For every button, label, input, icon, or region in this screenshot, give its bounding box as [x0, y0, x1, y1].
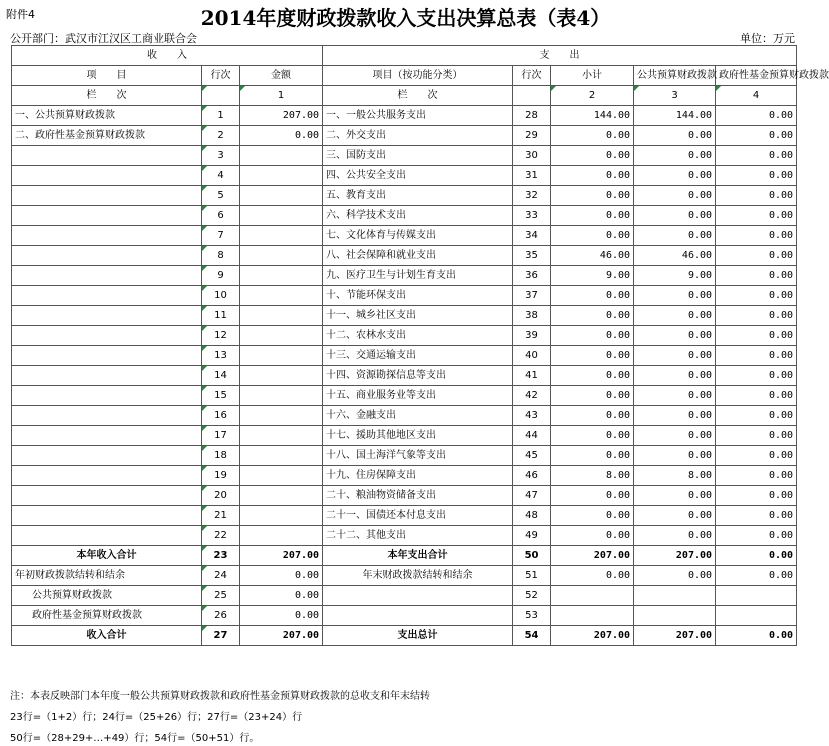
- income-amount: 207.00: [240, 106, 323, 126]
- expense-public-budget: 0.00: [634, 166, 716, 186]
- expense-row-no: 30: [513, 146, 551, 166]
- col-amount: 金额: [240, 66, 323, 86]
- expense-public-budget: 0.00: [634, 506, 716, 526]
- table-row: [12, 586, 797, 606]
- expense-subtotal: 0.00: [551, 326, 634, 346]
- expense-subtotal: 144.00: [551, 106, 634, 126]
- income-item: [12, 266, 202, 286]
- expense-gov-fund: 0.00: [716, 626, 797, 646]
- expense-row-no: 38: [513, 306, 551, 326]
- expense-row-no: 46: [513, 466, 551, 486]
- table-row: [12, 246, 797, 266]
- expense-public-budget: 0.00: [634, 366, 716, 386]
- expense-public-budget: 0.00: [634, 526, 716, 546]
- table-row: [12, 166, 797, 186]
- income-item: [12, 426, 202, 446]
- department-label: 公开部门：武汉市江汉区工商业联合会: [10, 32, 197, 45]
- expense-public-budget: 0.00: [634, 306, 716, 326]
- table-row: [12, 226, 797, 246]
- budget-table: [11, 45, 829, 646]
- col-label-blank: [202, 86, 240, 106]
- income-row-no: 20: [202, 486, 240, 506]
- expense-item: 十二、农林水支出: [323, 326, 513, 346]
- expense-item: 十五、商业服务业等支出: [323, 386, 513, 406]
- expense-subtotal: 0.00: [551, 426, 634, 446]
- expense-subtotal: 0.00: [551, 306, 634, 326]
- income-row-no: 24: [202, 566, 240, 586]
- expense-item: 十六、金融支出: [323, 406, 513, 426]
- table-row: [12, 606, 797, 626]
- expense-group-header: 支 出: [323, 46, 797, 66]
- income-row-no: 11: [202, 306, 240, 326]
- col-item-func: 项目（按功能分类）: [323, 66, 513, 86]
- expense-item: 十四、资源勘探信息等支出: [323, 366, 513, 386]
- expense-item: 三、国防支出: [323, 146, 513, 166]
- col-row-no-2: 行次: [513, 66, 551, 86]
- income-row-no: 16: [202, 406, 240, 426]
- income-item: [12, 406, 202, 426]
- expense-gov-fund: 0.00: [716, 126, 797, 146]
- expense-public-budget: 0.00: [634, 446, 716, 466]
- income-amount: 0.00: [240, 566, 323, 586]
- income-item: 政府性基金预算财政拨款: [12, 606, 202, 626]
- unit-label: 单位：万元: [740, 32, 795, 45]
- income-item: [12, 366, 202, 386]
- income-amount: [240, 386, 323, 406]
- income-item: [12, 386, 202, 406]
- income-row-no: 15: [202, 386, 240, 406]
- expense-subtotal: [551, 586, 634, 606]
- expense-gov-fund: 0.00: [716, 286, 797, 306]
- income-row-no: 4: [202, 166, 240, 186]
- income-item: 一、公共预算财政拨款: [12, 106, 202, 126]
- income-amount: [240, 486, 323, 506]
- income-amount: [240, 206, 323, 226]
- expense-gov-fund: 0.00: [716, 426, 797, 446]
- income-row-no: 25: [202, 586, 240, 606]
- income-item: [12, 466, 202, 486]
- expense-public-budget: 0.00: [634, 126, 716, 146]
- table-row: [12, 406, 797, 426]
- income-item: [12, 206, 202, 226]
- table-row: [12, 326, 797, 346]
- table-row: [12, 466, 797, 486]
- table-row: [12, 566, 797, 586]
- expense-subtotal: [551, 606, 634, 626]
- income-item: [12, 486, 202, 506]
- income-item: [12, 286, 202, 306]
- col-label-blank-2: [513, 86, 551, 106]
- income-row-no: 10: [202, 286, 240, 306]
- income-row-no: 2: [202, 126, 240, 146]
- expense-subtotal: 0.00: [551, 186, 634, 206]
- expense-row-no: 29: [513, 126, 551, 146]
- expense-subtotal: 46.00: [551, 246, 634, 266]
- expense-gov-fund: 0.00: [716, 386, 797, 406]
- expense-subtotal: 0.00: [551, 166, 634, 186]
- expense-item: 六、科学技术支出: [323, 206, 513, 226]
- expense-item: 二十、粮油物资储备支出: [323, 486, 513, 506]
- expense-public-budget: 0.00: [634, 346, 716, 366]
- expense-public-budget: 0.00: [634, 186, 716, 206]
- expense-row-no: 45: [513, 446, 551, 466]
- expense-gov-fund: 0.00: [716, 246, 797, 266]
- expense-public-budget: 0.00: [634, 146, 716, 166]
- expense-item: 十一、城乡社区支出: [323, 306, 513, 326]
- income-amount: [240, 166, 323, 186]
- income-item: [12, 506, 202, 526]
- expense-subtotal: 0.00: [551, 126, 634, 146]
- expense-subtotal: 0.00: [551, 526, 634, 546]
- income-row-no: 12: [202, 326, 240, 346]
- income-item: [12, 306, 202, 326]
- expense-row-no: 31: [513, 166, 551, 186]
- income-row-no: 7: [202, 226, 240, 246]
- expense-item: 九、医疗卫生与计划生育支出: [323, 266, 513, 286]
- income-amount: [240, 306, 323, 326]
- table-row: [12, 106, 797, 126]
- expense-public-budget: 0.00: [634, 326, 716, 346]
- income-item: [12, 326, 202, 346]
- expense-row-no: 44: [513, 426, 551, 446]
- income-amount: [240, 406, 323, 426]
- expense-gov-fund: 0.00: [716, 566, 797, 586]
- table-row: [12, 306, 797, 326]
- income-row-no: 5: [202, 186, 240, 206]
- expense-gov-fund: 0.00: [716, 486, 797, 506]
- expense-gov-fund: 0.00: [716, 366, 797, 386]
- expense-row-no: 32: [513, 186, 551, 206]
- expense-item: 十七、援助其他地区支出: [323, 426, 513, 446]
- income-row-no: 21: [202, 506, 240, 526]
- expense-gov-fund: 0.00: [716, 406, 797, 426]
- col-label: 栏 次: [12, 86, 202, 106]
- expense-row-no: 51: [513, 566, 551, 586]
- income-row-no: 19: [202, 466, 240, 486]
- note-line-1: 注：本表反映部门本年度一般公共预算财政拨款和政府性基金预算财政拨款的总收支和年末结转: [10, 691, 430, 702]
- expense-gov-fund: 0.00: [716, 206, 797, 226]
- expense-public-budget: [634, 586, 716, 606]
- expense-row-no: 37: [513, 286, 551, 306]
- expense-public-budget: 9.00: [634, 266, 716, 286]
- col-row-no: 行次: [202, 66, 240, 86]
- income-amount: [240, 286, 323, 306]
- table-row: [12, 206, 797, 226]
- expense-public-budget: 0.00: [634, 426, 716, 446]
- expense-gov-fund: [716, 586, 797, 606]
- expense-item: 年末财政拨款结转和结余: [323, 566, 513, 586]
- table-row: [12, 346, 797, 366]
- expense-item: 七、文化体育与传媒支出: [323, 226, 513, 246]
- group-header-row: [12, 46, 797, 66]
- expense-gov-fund: 0.00: [716, 306, 797, 326]
- expense-public-budget: 0.00: [634, 486, 716, 506]
- expense-gov-fund: 0.00: [716, 526, 797, 546]
- income-amount: 0.00: [240, 606, 323, 626]
- expense-item: 五、教育支出: [323, 186, 513, 206]
- expense-subtotal: 0.00: [551, 386, 634, 406]
- income-item: 公共预算财政拨款: [12, 586, 202, 606]
- expense-subtotal: 0.00: [551, 346, 634, 366]
- attachment-label: 附件4: [6, 8, 35, 21]
- expense-gov-fund: [716, 606, 797, 626]
- expense-row-no: 54: [513, 626, 551, 646]
- expense-item: 四、公共安全支出: [323, 166, 513, 186]
- col-number-3: 3: [634, 86, 716, 106]
- expense-row-no: 40: [513, 346, 551, 366]
- income-amount: [240, 466, 323, 486]
- expense-subtotal: 0.00: [551, 506, 634, 526]
- expense-row-no: 35: [513, 246, 551, 266]
- income-item: [12, 346, 202, 366]
- expense-subtotal: 0.00: [551, 206, 634, 226]
- expense-public-budget: 8.00: [634, 466, 716, 486]
- col-subtotal: 小计: [551, 66, 634, 86]
- expense-row-no: 49: [513, 526, 551, 546]
- column-number-row: [12, 86, 797, 106]
- expense-row-no: 52: [513, 586, 551, 606]
- expense-item: 二十一、国债还本付息支出: [323, 506, 513, 526]
- expense-row-no: 42: [513, 386, 551, 406]
- income-amount: 0.00: [240, 586, 323, 606]
- table-row: [12, 446, 797, 466]
- income-amount: [240, 446, 323, 466]
- income-row-no: 14: [202, 366, 240, 386]
- expense-public-budget: 0.00: [634, 566, 716, 586]
- table-row: [12, 186, 797, 206]
- expense-public-budget: 0.00: [634, 386, 716, 406]
- income-amount: [240, 426, 323, 446]
- income-row-no: 3: [202, 146, 240, 166]
- income-amount: [240, 226, 323, 246]
- column-header-row: [12, 66, 797, 86]
- expense-subtotal: 0.00: [551, 366, 634, 386]
- income-item: [12, 166, 202, 186]
- expense-gov-fund: 0.00: [716, 226, 797, 246]
- page-title: 2014年度财政拨款收入支出决算总表（表4）: [200, 6, 611, 30]
- expense-gov-fund: 0.00: [716, 166, 797, 186]
- expense-item: [323, 586, 513, 606]
- table-row: [12, 146, 797, 166]
- expense-subtotal: 0.00: [551, 406, 634, 426]
- income-amount: [240, 186, 323, 206]
- expense-gov-fund: 0.00: [716, 446, 797, 466]
- col-gov-fund: 政府性基金预算财政拨款: [716, 66, 797, 86]
- expense-row-no: 50: [513, 546, 551, 566]
- table-row: [12, 546, 797, 566]
- expense-item: 支出总计: [323, 626, 513, 646]
- income-amount: [240, 146, 323, 166]
- expense-subtotal: 0.00: [551, 446, 634, 466]
- income-item: [12, 446, 202, 466]
- income-group-header: 收 入: [12, 46, 323, 66]
- expense-subtotal: 207.00: [551, 626, 634, 646]
- income-amount: [240, 346, 323, 366]
- income-item: 二、政府性基金预算财政拨款: [12, 126, 202, 146]
- expense-public-budget: 0.00: [634, 286, 716, 306]
- expense-public-budget: 207.00: [634, 626, 716, 646]
- income-item: [12, 246, 202, 266]
- expense-subtotal: 0.00: [551, 486, 634, 506]
- table-row: [12, 526, 797, 546]
- expense-public-budget: 0.00: [634, 206, 716, 226]
- expense-subtotal: 207.00: [551, 546, 634, 566]
- expense-item: 十九、住房保障支出: [323, 466, 513, 486]
- expense-gov-fund: 0.00: [716, 106, 797, 126]
- note-line-3: 50行=（28+29+…+49）行；54行=（50+51）行。: [10, 733, 260, 744]
- income-row-no: 8: [202, 246, 240, 266]
- expense-item: [323, 606, 513, 626]
- expense-public-budget: 0.00: [634, 226, 716, 246]
- expense-item: 十、节能环保支出: [323, 286, 513, 306]
- expense-subtotal: 8.00: [551, 466, 634, 486]
- income-row-no: 26: [202, 606, 240, 626]
- expense-gov-fund: 0.00: [716, 326, 797, 346]
- income-amount: [240, 266, 323, 286]
- table-row: [12, 286, 797, 306]
- income-amount: 207.00: [240, 626, 323, 646]
- expense-gov-fund: 0.00: [716, 506, 797, 526]
- col-label-2: 栏 次: [323, 86, 513, 106]
- expense-item: 本年支出合计: [323, 546, 513, 566]
- expense-item: 十三、交通运输支出: [323, 346, 513, 366]
- col-number-1: 1: [240, 86, 323, 106]
- income-row-no: 27: [202, 626, 240, 646]
- expense-gov-fund: 0.00: [716, 546, 797, 566]
- income-item: 年初财政拨款结转和结余: [12, 566, 202, 586]
- expense-gov-fund: 0.00: [716, 146, 797, 166]
- income-row-no: 9: [202, 266, 240, 286]
- income-row-no: 23: [202, 546, 240, 566]
- income-row-no: 13: [202, 346, 240, 366]
- income-row-no: 1: [202, 106, 240, 126]
- expense-subtotal: 0.00: [551, 566, 634, 586]
- expense-public-budget: 46.00: [634, 246, 716, 266]
- income-row-no: 6: [202, 206, 240, 226]
- expense-row-no: 53: [513, 606, 551, 626]
- income-amount: [240, 366, 323, 386]
- income-row-no: 18: [202, 446, 240, 466]
- col-item: 项 目: [12, 66, 202, 86]
- expense-row-no: 36: [513, 266, 551, 286]
- expense-row-no: 33: [513, 206, 551, 226]
- expense-public-budget: 207.00: [634, 546, 716, 566]
- income-item: [12, 146, 202, 166]
- table-row: [12, 366, 797, 386]
- expense-row-no: 48: [513, 506, 551, 526]
- expense-item: 八、社会保障和就业支出: [323, 246, 513, 266]
- table-row: [12, 426, 797, 446]
- expense-gov-fund: 0.00: [716, 466, 797, 486]
- income-amount: [240, 506, 323, 526]
- table-row: [12, 386, 797, 406]
- expense-subtotal: 0.00: [551, 146, 634, 166]
- expense-gov-fund: 0.00: [716, 266, 797, 286]
- expense-gov-fund: 0.00: [716, 346, 797, 366]
- income-item: [12, 526, 202, 546]
- expense-subtotal: 9.00: [551, 266, 634, 286]
- expense-gov-fund: 0.00: [716, 186, 797, 206]
- income-amount: 0.00: [240, 126, 323, 146]
- income-amount: [240, 326, 323, 346]
- table-row: [12, 506, 797, 526]
- expense-item: 二、外交支出: [323, 126, 513, 146]
- col-public-budget: 公共预算财政拨款: [634, 66, 716, 86]
- col-number-2: 2: [551, 86, 634, 106]
- income-item: 收入合计: [12, 626, 202, 646]
- income-amount: 207.00: [240, 546, 323, 566]
- income-item: [12, 226, 202, 246]
- expense-item: 十八、国土海洋气象等支出: [323, 446, 513, 466]
- table-row: [12, 486, 797, 506]
- expense-item: 一、一般公共服务支出: [323, 106, 513, 126]
- col-number-4: 4: [716, 86, 797, 106]
- expense-row-no: 34: [513, 226, 551, 246]
- expense-row-no: 43: [513, 406, 551, 426]
- income-amount: [240, 526, 323, 546]
- expense-public-budget: 144.00: [634, 106, 716, 126]
- income-item: 本年收入合计: [12, 546, 202, 566]
- expense-row-no: 41: [513, 366, 551, 386]
- expense-row-no: 47: [513, 486, 551, 506]
- expense-subtotal: 0.00: [551, 226, 634, 246]
- table-row: [12, 266, 797, 286]
- expense-public-budget: [634, 606, 716, 626]
- income-item: [12, 186, 202, 206]
- income-amount: [240, 246, 323, 266]
- income-row-no: 22: [202, 526, 240, 546]
- expense-public-budget: 0.00: [634, 406, 716, 426]
- expense-item: 二十二、其他支出: [323, 526, 513, 546]
- table-row: [12, 126, 797, 146]
- expense-row-no: 28: [513, 106, 551, 126]
- expense-subtotal: 0.00: [551, 286, 634, 306]
- expense-row-no: 39: [513, 326, 551, 346]
- note-line-2: 23行=（1+2）行；24行=（25+26）行；27行=（23+24）行: [10, 712, 303, 723]
- income-row-no: 17: [202, 426, 240, 446]
- table-row: [12, 626, 797, 646]
